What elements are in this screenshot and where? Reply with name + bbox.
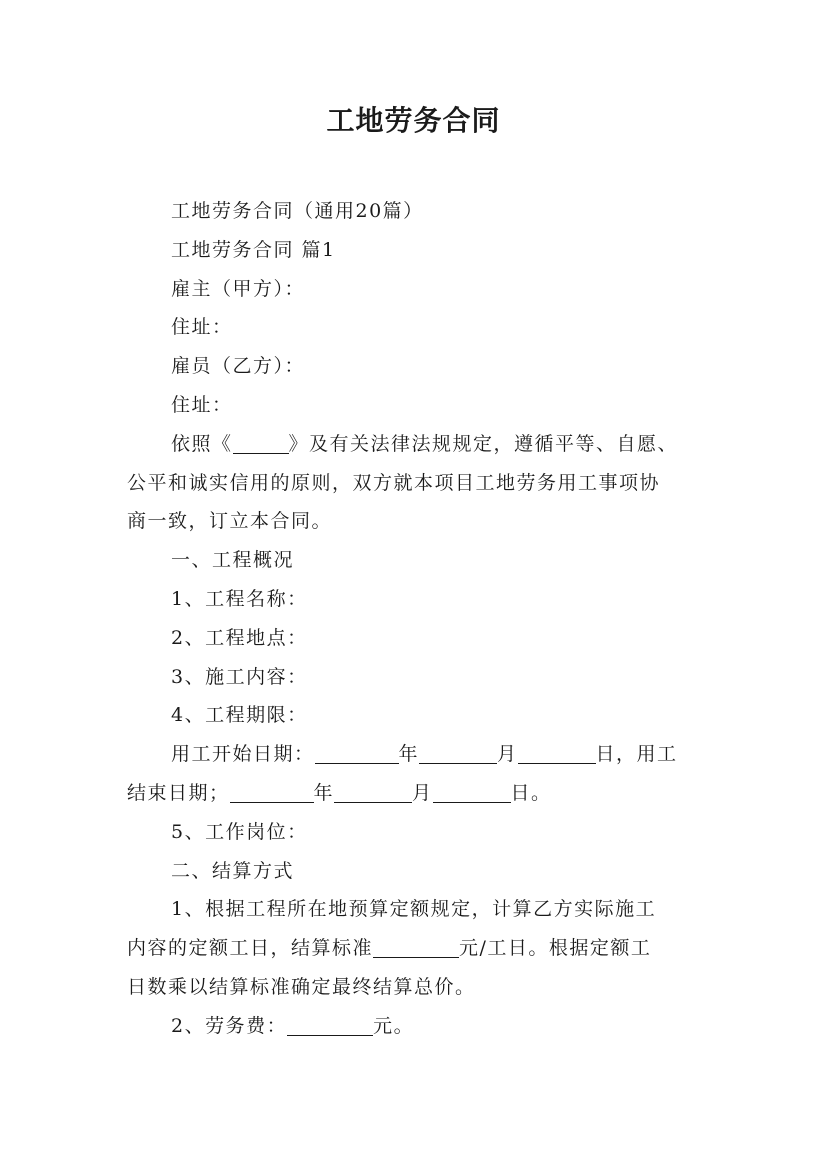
section-settlement: 二、结算方式 bbox=[171, 859, 295, 882]
start-day-unit: 日，用工 bbox=[595, 743, 678, 766]
employee-address-line: 住址： bbox=[171, 393, 233, 416]
basis-text-start: 依照《 bbox=[171, 432, 233, 455]
end-year-unit: 年 bbox=[313, 781, 335, 804]
end-date-label: 结束日期； bbox=[127, 781, 230, 804]
contract-subtitle: 工地劳务合同（通用20篇） bbox=[171, 200, 424, 222]
construction-content-line: 3、施工内容： bbox=[171, 665, 308, 688]
labor-fee-blank bbox=[287, 1013, 373, 1036]
end-date-line bbox=[127, 774, 707, 813]
start-year-unit: 年 bbox=[398, 743, 420, 766]
employer-address-line: 住址： bbox=[171, 316, 233, 339]
start-date-label: 用工开始日期： bbox=[171, 743, 315, 766]
start-month-unit: 月 bbox=[497, 743, 518, 766]
project-period-line: 4、工程期限： bbox=[171, 704, 308, 727]
settlement-text-end: 元/工日。根据定额工 bbox=[459, 937, 652, 960]
rate-blank bbox=[373, 935, 459, 958]
end-month-unit: 月 bbox=[412, 781, 433, 804]
end-month-blank bbox=[334, 780, 412, 803]
document-body bbox=[127, 192, 707, 1046]
labor-fee-unit: 元。 bbox=[373, 1014, 415, 1037]
settlement-text-start: 内容的定额工日，结算标准 bbox=[127, 937, 374, 960]
start-date-line bbox=[127, 735, 707, 774]
basis-paragraph-line-2: 公平和诚实信用的原则，双方就本项目工地劳务用工事项协 bbox=[127, 471, 661, 494]
basis-paragraph-line-3: 商一致，订立本合同。 bbox=[127, 510, 333, 533]
law-name-blank bbox=[233, 431, 289, 454]
basis-text-end: 》及有关法律法规规定，遵循平等、自愿、 bbox=[288, 432, 679, 455]
employer-line: 雇主（甲方）： bbox=[171, 277, 306, 300]
labor-fee-label: 2、劳务费： bbox=[171, 1014, 288, 1037]
settlement-line-2 bbox=[127, 929, 707, 968]
section-project-overview: 一、工程概况 bbox=[171, 549, 295, 572]
document-title: 工地劳务合同 bbox=[326, 104, 501, 137]
job-position-line: 5、工作岗位： bbox=[171, 820, 308, 843]
end-day-blank bbox=[433, 780, 511, 803]
project-name-line: 1、工程名称： bbox=[171, 587, 308, 610]
project-location-line: 2、工程地点： bbox=[171, 626, 308, 649]
settlement-line-1: 1、根据工程所在地预算定额规定，计算乙方实际施工 bbox=[171, 898, 657, 921]
settlement-line-3: 日数乘以结算标准确定最终结算总价。 bbox=[127, 975, 476, 998]
start-year-blank bbox=[315, 741, 399, 764]
end-year-blank bbox=[230, 780, 314, 803]
start-month-blank bbox=[419, 741, 497, 764]
labor-fee-line bbox=[127, 1007, 707, 1046]
employee-line: 雇员（乙方）： bbox=[171, 355, 306, 378]
basis-paragraph-line-1 bbox=[127, 425, 707, 464]
start-day-blank bbox=[518, 741, 596, 764]
end-day-unit: 日。 bbox=[510, 781, 552, 804]
section-heading: 工地劳务合同 篇1 bbox=[171, 238, 336, 261]
